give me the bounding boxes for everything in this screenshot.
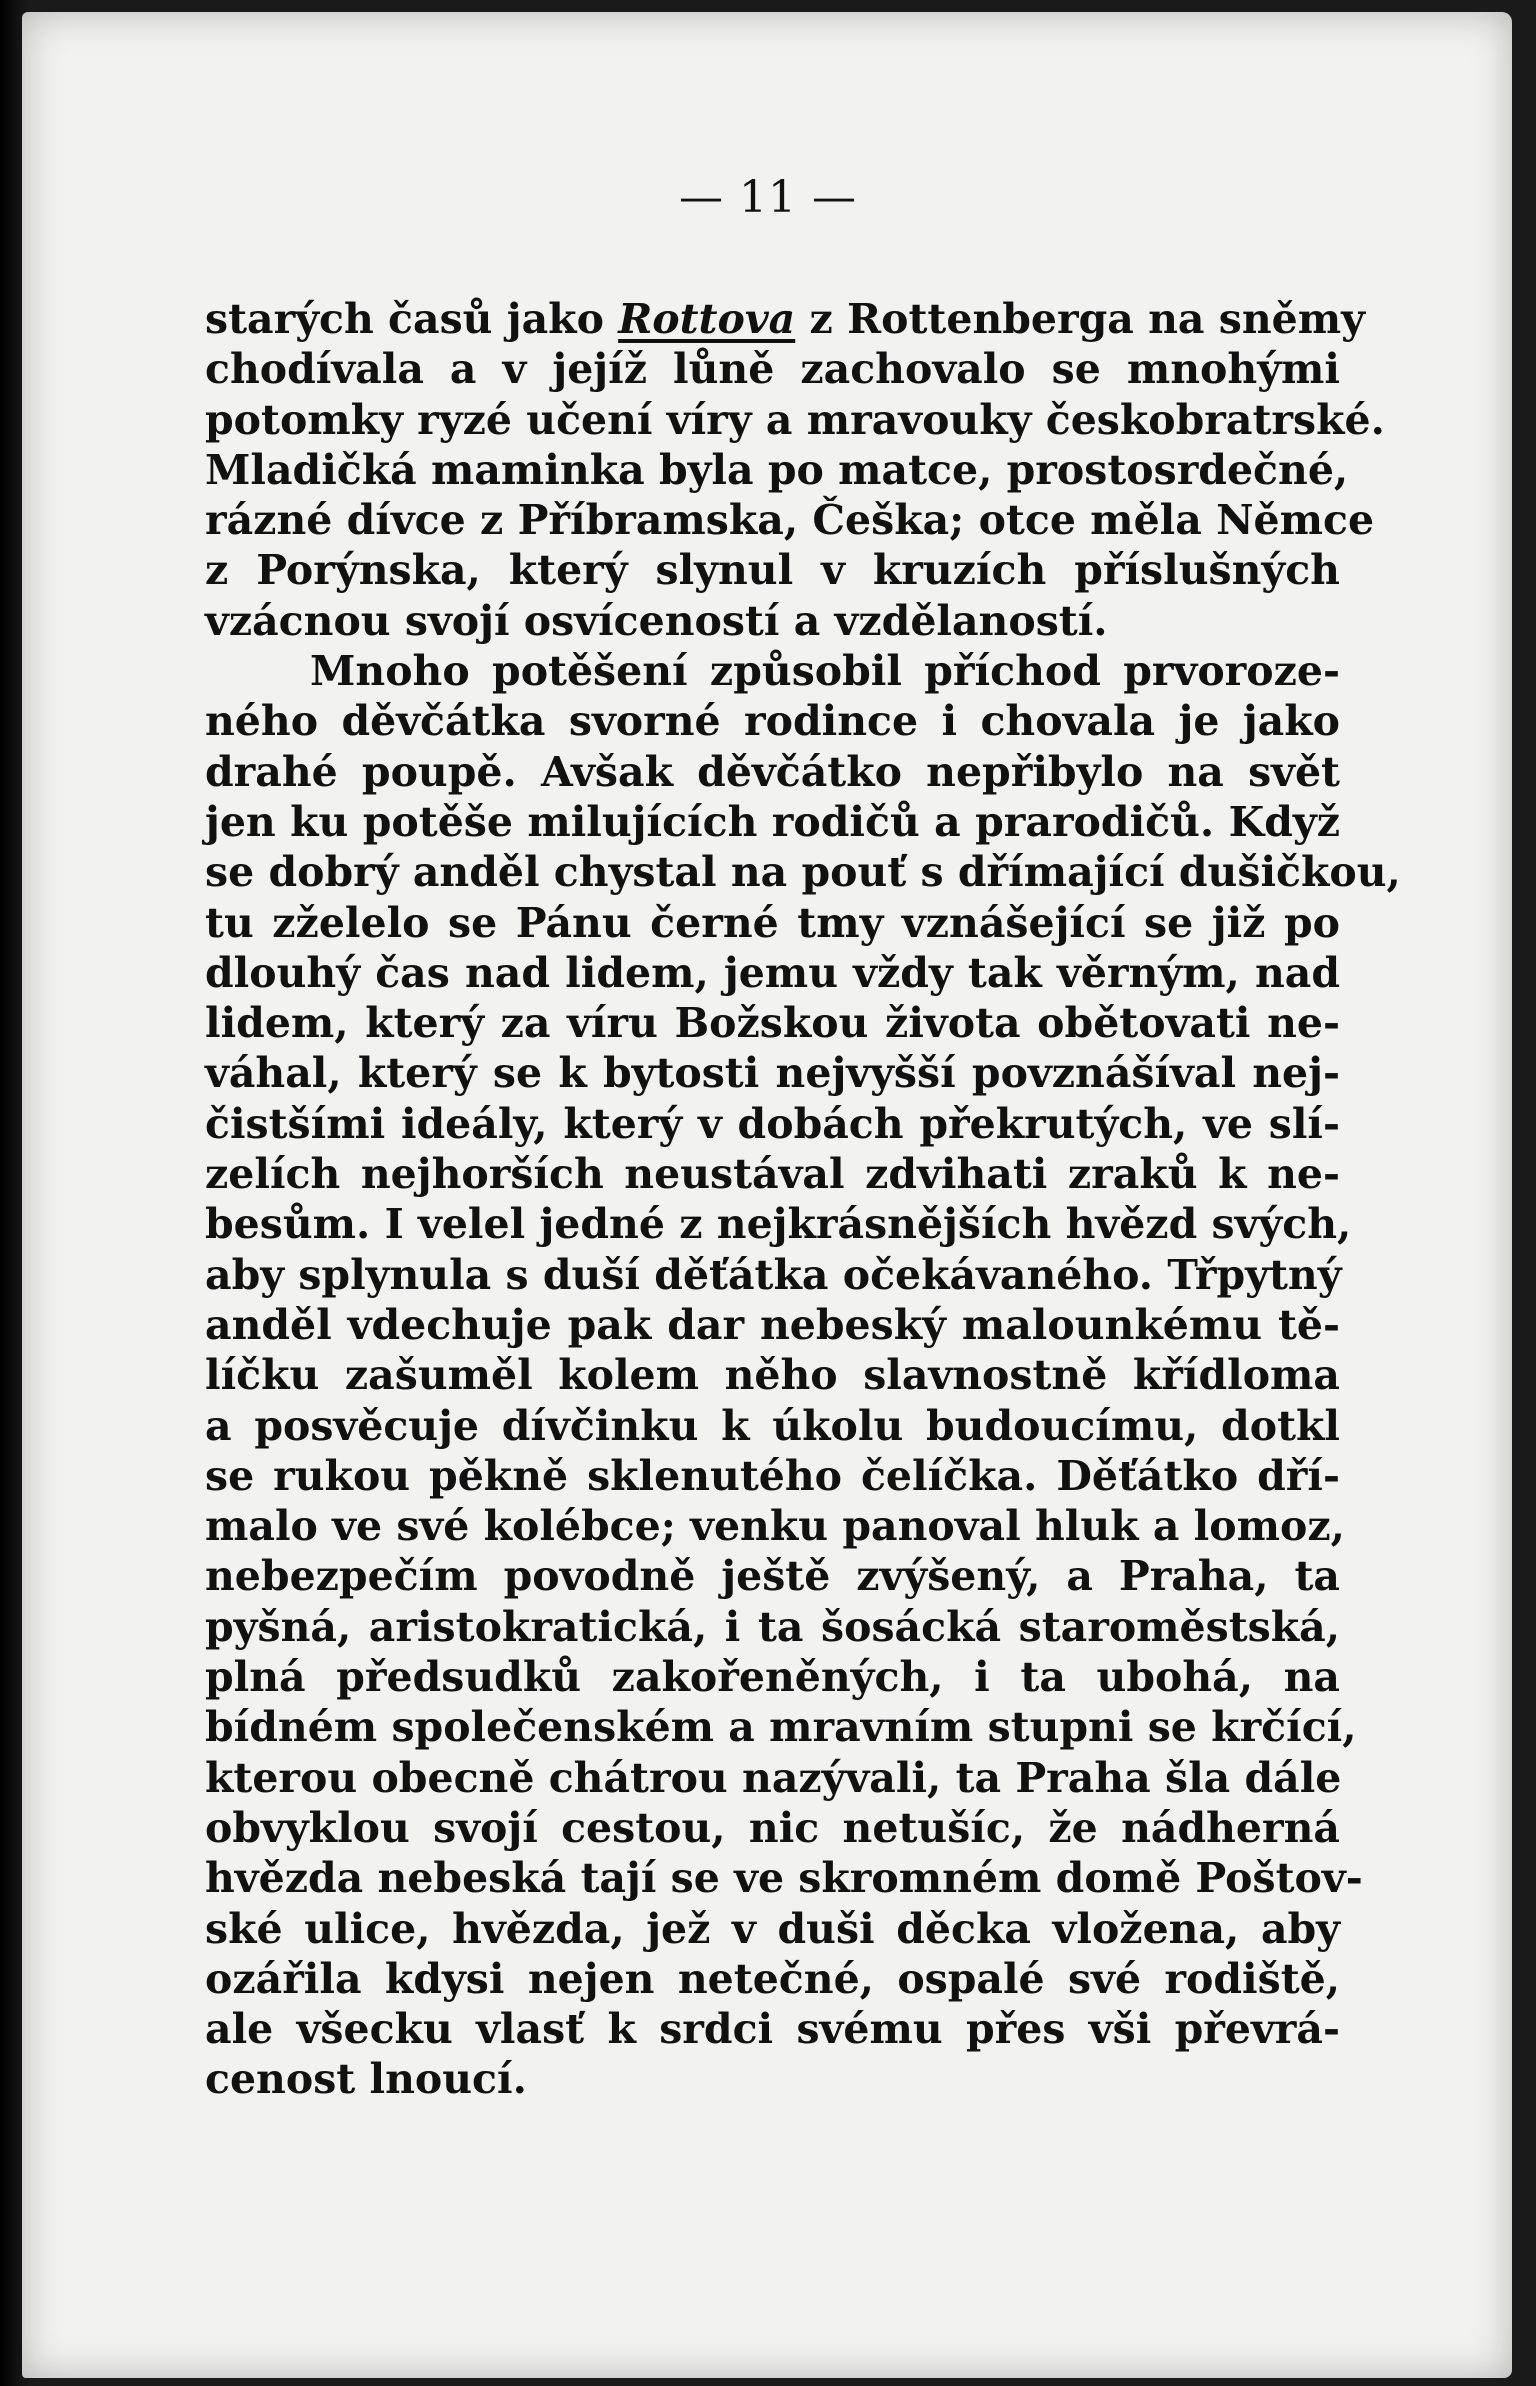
text-line-24: se rukou pěkně sklenutého čelíčka. Děťátko dří- (205, 1451, 1340, 1500)
text-line-9: ného děvčátka svorné rodince i chovala je jako (205, 697, 1340, 746)
text-line-4: Mladičká maminka byla po matce, prostosrdečné, (205, 445, 1349, 494)
text-line-3: potomky ryzé učení víry a mravouky českobratrské. (205, 395, 1385, 444)
text-line-19: besům. I velel jedné z nejkrásnějších hvězd svých, (205, 1200, 1352, 1249)
text-line-29: bídném společenském a mravním stupni se krčící, (205, 1703, 1357, 1752)
text-line-6: z Porýnska, který slynul v kruzích příslušných (205, 546, 1340, 595)
text-line-1: starých časů jako Rottova z Rottenberga na sněmy (205, 295, 1365, 343)
text-line-23: a posvěcuje dívčinku k úkolu budoucímu, dotkl (205, 1401, 1340, 1450)
text-line-32: hvězda nebeská tají se ve skromném domě Poštov- (205, 1854, 1363, 1903)
text-line-27: pyšná, aristokratická, i ta šosácká staroměstská, (205, 1602, 1340, 1651)
text-line-33: ské ulice, hvězda, jež v duši děcka vložena, aby (205, 1904, 1340, 1953)
text-line-22: líčku zašuměl kolem něho slavnostně křídloma (205, 1351, 1340, 1400)
text-line-18: zelích nejhorších neustával zdvihati zraků k ne- (205, 1150, 1340, 1199)
text-line-30: kterou obecně chátrou nazývali, ta Praha šla dále (205, 1753, 1342, 1802)
text-line-17: čistšími ideály, který v dobách překrutých, ve slí- (205, 1099, 1340, 1148)
text-line-8: Mnoho potěšení způsobil příchod prvoroze- (310, 647, 1340, 696)
text-line-12: se dobrý anděl chystal na pouť s dřímající dušičkou, (205, 848, 1401, 897)
text-line-26: nebezpečím povodně ještě zvýšený, a Praha, ta (205, 1552, 1340, 1601)
text-line-13: tu zželelo se Pánu černé tmy vznášející se již po (205, 898, 1340, 947)
text-line-11: jen ku potěše milujících rodičů a prarodičů. Když (205, 797, 1340, 846)
page-number: — 11 — (679, 172, 857, 223)
emphasized-name: Rottova (618, 295, 796, 343)
text-line-21: anděl vdechuje pak dar nebeský malounkému tě- (205, 1300, 1340, 1349)
text-line-10: drahé poupě. Avšak děvčátko nepřibylo na svět (205, 747, 1340, 796)
text-line-35: ale všecku vlasť k srdci svému přes vši převrá- (205, 2005, 1340, 2054)
text-line-15: lidem, který za víru Božskou života obětovati ne- (205, 999, 1340, 1048)
text-line-5: rázné dívce z Příbramska, Češka; otce měla Němce (205, 496, 1375, 545)
text-line-31: obvyklou svojí cestou, nic netušíc, že nádherná (205, 1803, 1340, 1852)
text-line-28: plná předsudků zakořeněných, i ta ubohá, na (205, 1653, 1340, 1702)
text-line-16: váhal, který se k bytosti nejvyšší povznášíval nej- (205, 1049, 1340, 1098)
text-line-34: ozářila kdysi nejen netečné, ospalé své rodiště, (205, 1954, 1340, 2003)
text-line-7: vzácnou svojí osvíceností a vzdělaností. (205, 596, 1108, 645)
text-line-25: malo ve své kolébce; venku panoval hluk a lomoz, (205, 1502, 1345, 1551)
text-line-20: aby splynula s duší děťátka očekávaného. Třpytný (205, 1250, 1342, 1299)
text-line-36: cenost lnoucí. (205, 2055, 527, 2104)
body-text (205, 294, 1401, 2105)
text-line-2: chodívala a v jejíž lůně zachovalo se mnohými (205, 345, 1340, 394)
text-line-14: dlouhý čas nad lidem, jemu vždy tak věrným, nad (205, 948, 1340, 997)
